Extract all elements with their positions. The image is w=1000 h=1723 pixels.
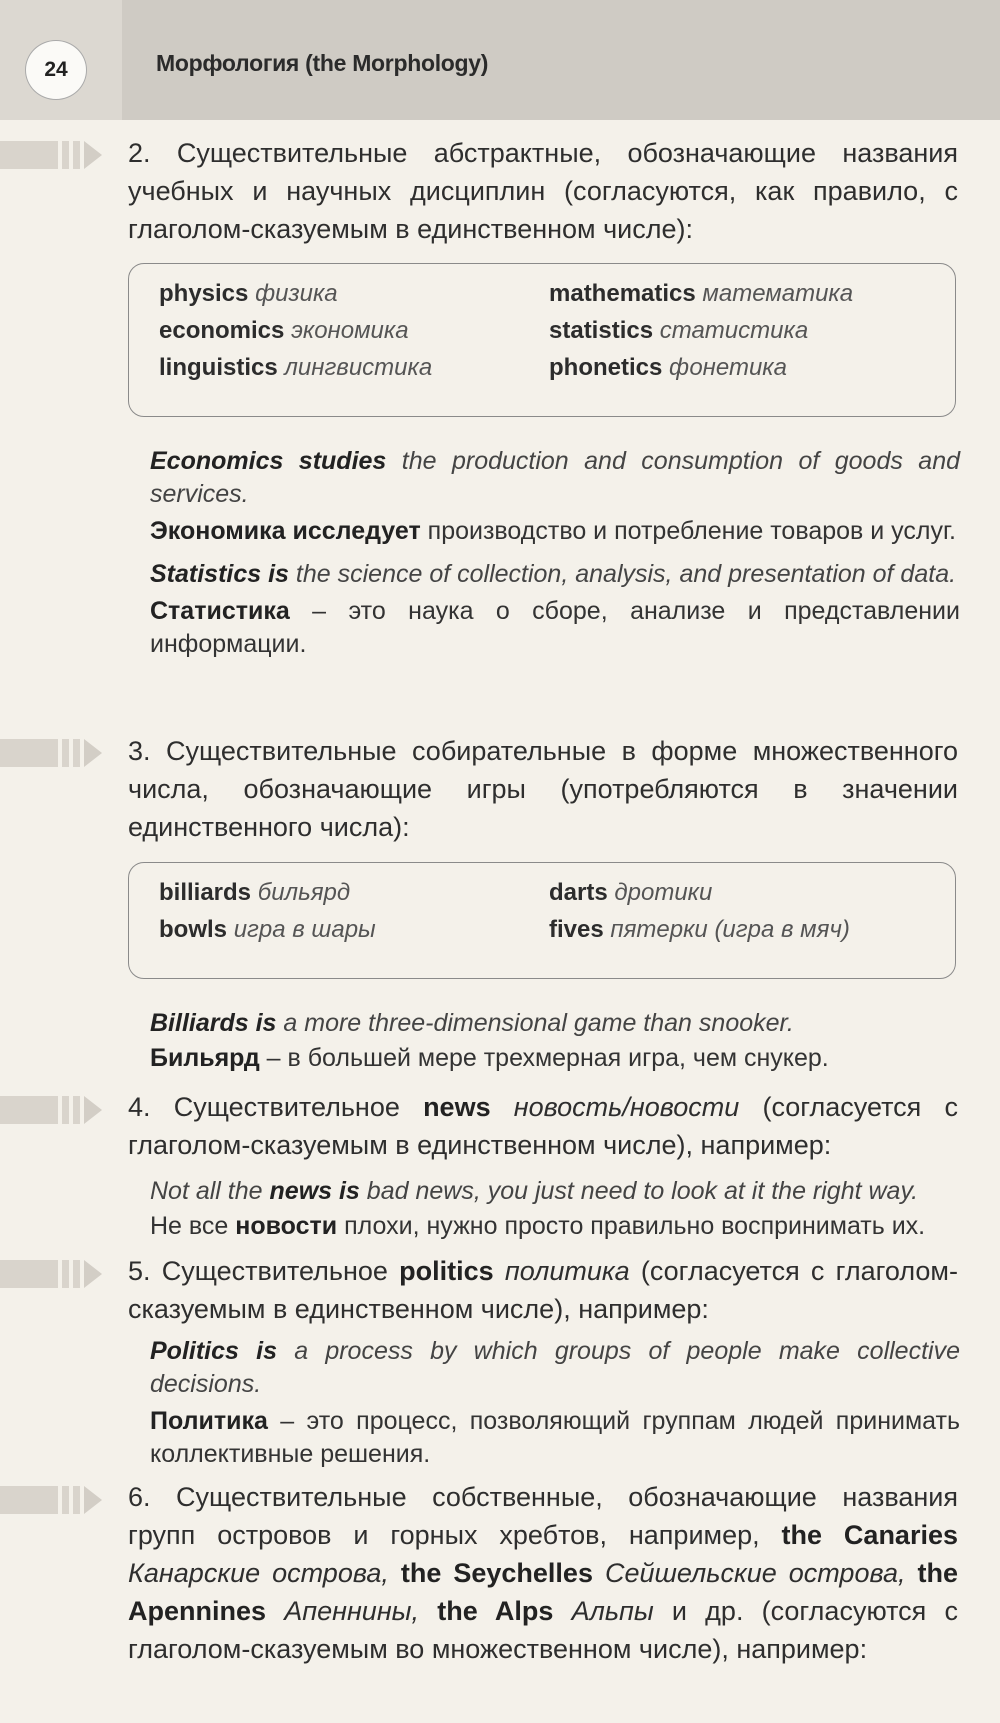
section-marker-icon [0,1254,118,1294]
example-block-news: Not all the news is bad news, you just need to look at it the right way. Не все новости плохи, нужно просто правильно воспринимать их. [150,1177,926,1240]
page-header [0,0,1000,120]
vocab-item: mathematics математика [549,280,854,307]
vocab-item: physics физика [159,280,338,307]
vocab-item: linguistics лингвистика [159,354,433,381]
section-5-text: 5. Существительное politics политика (согласуется с глаголом-сказуемым в единственном числе), например: [128,1256,958,1324]
example-block-billiards: Billiards is a more three-dimensional game than snooker. Бильярд – в большей мере трехмерная игра, чем снукер. [150,1009,829,1072]
vocab-item: bowls игра в шары [159,916,376,943]
section-marker-icon [0,135,118,175]
vocab-item: darts дротики [549,879,713,906]
vocab-box-disciplines [128,263,956,417]
section-6-text: 6. Существительные собственные, обозначающие названия групп островов и горных хребтов, например, the Canaries Канарские острова, the Seychelles Сейшельские острова, the Apennines Апеннины, the Alps Альпы и др. (согласуются с глаголом-сказуемым во множественном числе), например: [128,1482,958,1664]
section-4-text: 4. Существительное news новость/новости (согласуется с глаголом-сказуемым в единственном числе), например: [128,1092,958,1160]
section-marker-icon [0,1090,118,1130]
example-block-politics: Politics is a process by which groups of people make collective decisions. Политика – это процесс, позволяющий группам людей принимать коллективные решения. [150,1337,960,1468]
vocab-item: billiards бильярд [159,879,351,906]
section-marker-icon [0,1480,118,1520]
vocab-item: economics экономика [159,317,409,344]
page-title: Морфология (the Morphology) [156,50,489,76]
vocab-box-games [128,862,956,979]
section-marker-icon [0,733,118,773]
page-number: 24 [25,40,87,100]
example-block-economics: Economics studies the production and consumption of goods and services. Экономика исследует производство и потребление товаров и услуг. Statistics is the science of collection, analysis, and presentation of data. Статистика – это наука о сборе, анализе и представлении информации. [150,447,960,658]
vocab-item: statistics статистика [549,317,809,344]
section-3-text: 3. Существительные собирательные в форме множественного числа, обозначающие игры (употребляются в значении единственного числа): [128,736,958,842]
vocab-item: fives пятерки (игра в мяч) [549,916,850,943]
vocab-item: phonetics фонетика [549,354,787,381]
section-2-text: 2. Существительные абстрактные, обозначающие названия учебных и научных дисциплин (согласуются, как правило, с глаголом-сказуемым в единственном числе): [128,138,958,244]
